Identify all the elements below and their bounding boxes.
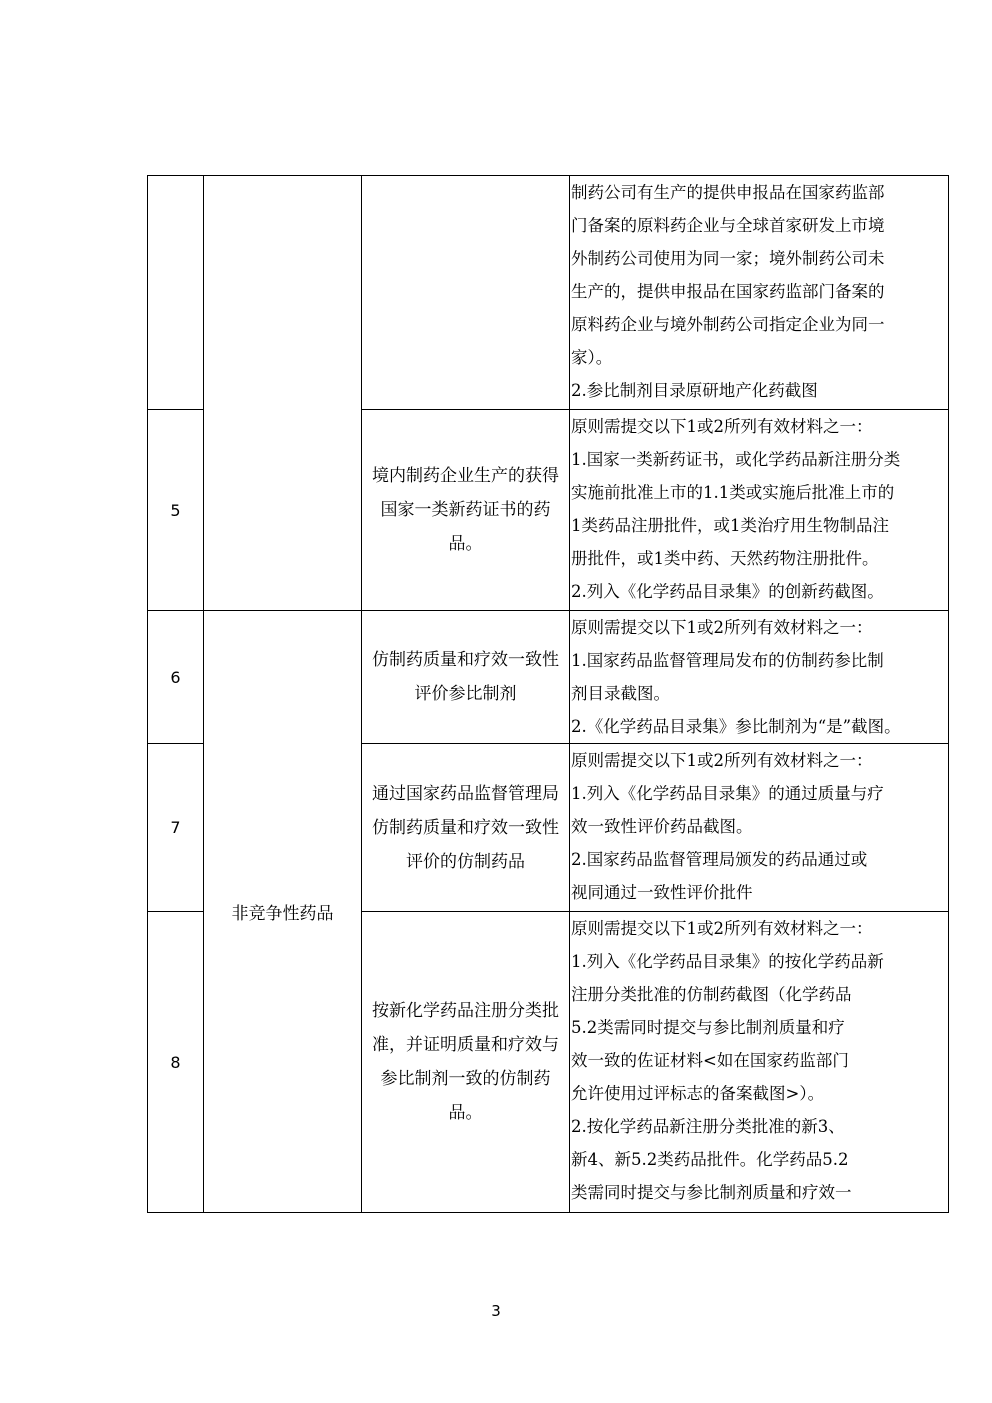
materials-cell — [570, 611, 949, 744]
category-cell — [204, 176, 362, 611]
materials-line: 门备案的原料药企业与全球首家研发上市境 — [571, 216, 885, 235]
row-number: 6 — [148, 611, 204, 744]
materials-cell — [570, 912, 949, 1213]
materials-line: 类需同时提交与参比制剂质量和疗效一 — [571, 1183, 852, 1202]
drug-type-cell — [362, 176, 570, 410]
drug-type: 通过国家药品监督管理局仿制药质量和疗效一致性评价的仿制药品 — [362, 744, 570, 912]
materials-line: 视同通过一致性评价批件 — [571, 883, 753, 902]
materials-line: 家）。 — [571, 348, 613, 367]
materials-line: 原则需提交以下1或2所列有效材料之一： — [571, 618, 873, 637]
materials-line: 效一致性评价药品截图。 — [571, 817, 753, 836]
materials-line: 原料药企业与境外制药公司指定企业为同一 — [571, 315, 885, 334]
materials-cell — [570, 176, 949, 410]
materials-line: 允许使用过评标志的备案截图>）。 — [571, 1084, 825, 1103]
drug-type: 境内制药企业生产的获得国家一类新药证书的药品。 — [362, 410, 570, 611]
page-number: 3 — [491, 1302, 501, 1320]
materials-cell — [570, 410, 949, 611]
materials-line: 效一致的佐证材料<如在国家药监部门 — [571, 1051, 849, 1070]
materials-line: 新4、新5.2类药品批件。化学药品5.2 — [571, 1150, 849, 1169]
materials-cell — [570, 744, 949, 912]
materials-line: 制药公司有生产的提供申报品在国家药监部 — [571, 183, 885, 202]
row-number: 5 — [148, 410, 204, 611]
row-number: 8 — [148, 912, 204, 1213]
materials-line: 1.国家药品监督管理局发布的仿制药参比制 — [571, 651, 884, 670]
materials-line: 外制药公司使用为同一家；境外制药公司未 — [571, 249, 885, 268]
materials-line: 实施前批准上市的1.1类或实施后批准上市的 — [571, 483, 895, 502]
materials-line: 生产的，提供申报品在国家药监部门备案的 — [571, 282, 885, 301]
materials-line: 册批件，或1类中药、天然药物注册批件。 — [571, 549, 879, 568]
materials-line: 原则需提交以下1或2所列有效材料之一： — [571, 919, 873, 938]
materials-line: 注册分类批准的仿制药截图（化学药品 — [571, 985, 852, 1004]
materials-line: 2.按化学药品新注册分类批准的新3、 — [571, 1117, 845, 1136]
materials-line: 2.《化学药品目录集》参比制剂为“是”截图。 — [571, 717, 901, 736]
materials-line: 1.列入《化学药品目录集》的通过质量与疗 — [571, 784, 884, 803]
drug-type: 仿制药质量和疗效一致性评价参比制剂 — [362, 611, 570, 744]
materials-line: 原则需提交以下1或2所列有效材料之一： — [571, 417, 873, 436]
materials-table — [147, 175, 949, 1213]
table-row — [148, 176, 949, 410]
materials-line: 1.国家一类新药证书，或化学药品新注册分类 — [571, 450, 901, 469]
materials-line: 原则需提交以下1或2所列有效材料之一： — [571, 751, 873, 770]
materials-line: 剂目录截图。 — [571, 684, 670, 703]
number-cell — [148, 176, 204, 410]
materials-line: 1类药品注册批件，或1类治疗用生物制品注 — [571, 516, 889, 535]
row-number: 7 — [148, 744, 204, 912]
table-row — [148, 611, 949, 744]
materials-line: 5.2类需同时提交与参比制剂质量和疗 — [571, 1018, 845, 1037]
materials-line: 1.列入《化学药品目录集》的按化学药品新 — [571, 952, 884, 971]
materials-line: 2.国家药品监督管理局颁发的药品通过或 — [571, 850, 868, 869]
category-cell: 非竞争性药品 — [204, 611, 362, 1213]
drug-type: 按新化学药品注册分类批准，并证明质量和疗效与参比制剂一致的仿制药品。 — [362, 912, 570, 1213]
materials-line: 2.参比制剂目录原研地产化药截图 — [571, 381, 818, 400]
materials-line: 2.列入《化学药品目录集》的创新药截图。 — [571, 582, 884, 601]
